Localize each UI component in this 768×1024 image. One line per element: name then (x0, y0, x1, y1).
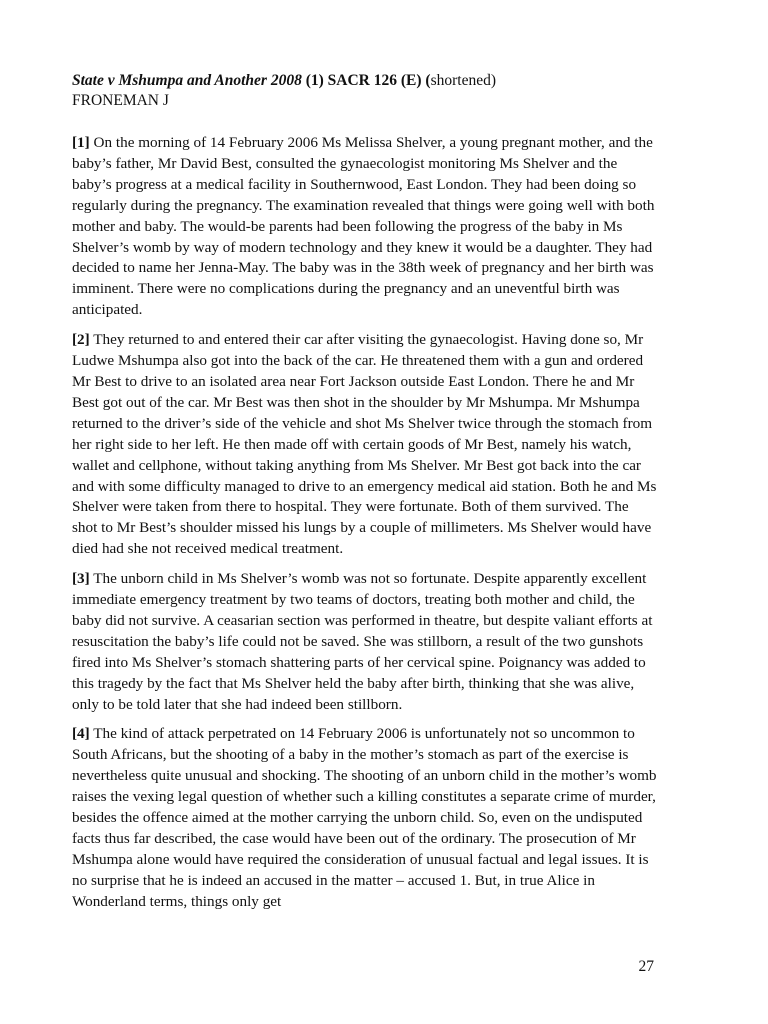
document-page (72, 72, 657, 913)
paragraph-number: [2] (72, 331, 90, 349)
paragraph-number: [1] (72, 134, 90, 151)
case-note: shortened) (430, 72, 496, 89)
paragraph-text: The unborn child in Ms Shelver’s womb was not so fortunate. Despite apparently excellent immediate emergency treatment by two teams of doctors, treating both mother and child, the baby did not survive. A ceasarian section was performed in theatre, but despite valiant efforts at resuscitation the baby’s life could not be saved. She was stillborn, a result of the two gunshots fired into Ms Shelver’s stomach shattering parts of her cervical spine. Poignancy was added to this tragedy by the fact that Ms Shelver held the baby after birth, thinking that she was alive, only to be told later that she had indeed been stillborn. (72, 570, 653, 713)
case-name: State v Mshumpa and Another 2008 (72, 72, 302, 89)
paragraph-text: They returned to and entered their car after visiting the gynaecologist. Having done so, Mr Ludwe Mshumpa also got into the back of the car. He threatened them with a gun and ordered Mr Best to drive to an isolated area near Fort Jackson outside East London. There he and Mr Best got out of the car. Mr Best was then shot in the shoulder by Mr Mshumpa. Mr Mshumpa returned to the driver’s side of the vehicle and shot Ms Shelver twice through the stomach from her right side to her left. He then made off with certain goods of Mr Best, namely his watch, wallet and cellphone, without taking anything from Ms Shelver. Mr Best got back into the car and with some difficulty managed to drive to an emergency medical aid station. Both he and Ms Shelver were taken from there to hospital. They were fortunate. Both of them survived. The shot to Mr Best’s shoulder missed his lungs by a couple of millimeters. Ms Shelver would have died had she not received medical treatment. (72, 331, 657, 558)
paragraph-1 (72, 133, 657, 321)
paragraph-2 (72, 330, 657, 560)
paragraph-4 (72, 724, 657, 912)
paragraph-number: [3] (72, 570, 90, 588)
case-report: (1) SACR 126 (E) ( (301, 72, 431, 89)
paragraph-3 (72, 569, 657, 715)
judge-name: FRONEMAN J (72, 92, 169, 109)
paragraph-text: On the morning of 14 February 2006 Ms Melissa Shelver, a young pregnant mother, and the baby’s father, Mr David Best, consulted the gynaecologist monitoring Ms Shelver and the baby’s progress at a medical facility in Southernwood, East London. They had been doing so regularly during the pregnancy. The examination revealed that things were going well with both mother and baby. The would-be parents had been following the progress of the baby in Ms Shelver’s womb by way of modern technology and they knew it would be a daughter. They had decided to name her Jenna-May. The baby was in the 38th week of pregnancy and her birth was imminent. There were no complications during the pregnancy and an uneventful birth was anticipated. (72, 134, 655, 319)
paragraph-number: [4] (72, 725, 90, 743)
case-citation (72, 72, 657, 90)
paragraph-text: The kind of attack perpetrated on 14 February 2006 is unfortunately not so uncommon to South Africans, but the shooting of a baby in the mother’s stomach as part of the exercise is nevertheless quite unusual and shocking. The shooting of an unborn child in the mother’s womb raises the vexing legal question of whether such a killing constitutes a separate crime of murder, besides the offence aimed at the mother carrying the unborn child. So, even on the undisputed facts thus far described, the case would have been out of the ordinary. The prosecution of Mr Mshumpa alone would have required the consideration of unusual factual and legal issues. It is no surprise that he is indeed an accused in the matter – accused 1. But, in true Alice in Wonderland terms, things only get (72, 725, 657, 910)
page-number: 27 (638, 958, 654, 975)
